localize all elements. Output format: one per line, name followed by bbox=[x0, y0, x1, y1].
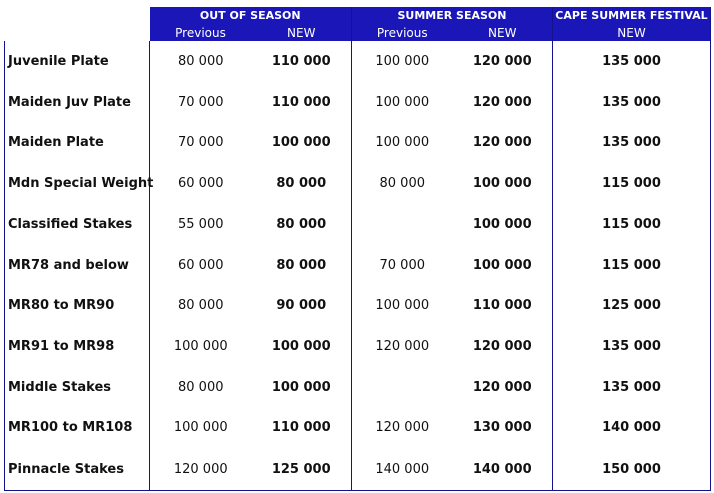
oos-previous-value: 70 000 bbox=[178, 94, 224, 110]
ss-new-value: 100 000 bbox=[453, 245, 553, 286]
csf-new-value: 150 000 bbox=[553, 448, 711, 490]
subheader-csf-new: NEW bbox=[553, 24, 711, 41]
csf-new-value: 135 000 bbox=[553, 367, 711, 408]
ss-previous-value bbox=[352, 204, 453, 245]
table-row bbox=[5, 122, 711, 163]
race-label: Middle Stakes bbox=[5, 367, 150, 408]
oos-new-value: 110 000 bbox=[252, 408, 352, 449]
corner-cell bbox=[5, 7, 150, 24]
table-row bbox=[5, 326, 711, 367]
csf-new-value: 125 000 bbox=[553, 285, 711, 326]
ss-new-value: 140 000 bbox=[453, 448, 553, 490]
race-label: Classified Stakes bbox=[5, 204, 150, 245]
csf-new-value: 135 000 bbox=[553, 41, 711, 82]
csf-new-value: 115 000 bbox=[553, 245, 711, 286]
oos-previous-value: 55 000 bbox=[178, 216, 224, 232]
ss-previous-value: 100 000 bbox=[375, 298, 430, 314]
ss-new-value: 110 000 bbox=[453, 285, 553, 326]
ss-previous-value: 100 000 bbox=[375, 135, 430, 151]
ss-new-value: 120 000 bbox=[453, 122, 553, 163]
ss-new-value: 120 000 bbox=[453, 326, 553, 367]
subheader-ss-previous: Previous bbox=[352, 24, 453, 41]
oos-previous-value: 80 000 bbox=[178, 379, 224, 395]
race-label: Juvenile Plate bbox=[5, 41, 150, 82]
oos-previous-value: 100 000 bbox=[173, 339, 228, 354]
race-label: MR91 to MR98 bbox=[5, 326, 150, 367]
csf-new-value: 135 000 bbox=[553, 122, 711, 163]
oos-previous-value: 60 000 bbox=[178, 257, 224, 273]
stakes-table bbox=[4, 7, 711, 491]
ss-previous-value: 120 000 bbox=[375, 420, 430, 436]
csf-new-value: 135 000 bbox=[553, 82, 711, 123]
race-label: Mdn Special Weight bbox=[5, 163, 150, 204]
group-header-cape-summer-festival: CAPE SUMMER FESTIVAL bbox=[553, 7, 711, 24]
ss-new-value: 120 000 bbox=[453, 367, 553, 408]
subheader-oos-previous: Previous bbox=[150, 24, 252, 41]
oos-new-value: 100 000 bbox=[252, 367, 352, 408]
csf-new-value: 115 000 bbox=[553, 163, 711, 204]
oos-previous-value: 70 000 bbox=[178, 135, 224, 151]
race-label: Pinnacle Stakes bbox=[5, 448, 150, 490]
ss-new-value: 100 000 bbox=[453, 204, 553, 245]
group-header-row bbox=[5, 7, 711, 24]
ss-new-value: 120 000 bbox=[453, 41, 553, 82]
oos-new-value: 110 000 bbox=[252, 41, 352, 82]
race-label: MR100 to MR108 bbox=[5, 408, 150, 449]
race-label: MR78 and below bbox=[5, 245, 150, 286]
group-header-out-of-season: OUT OF SEASON bbox=[150, 7, 352, 24]
oos-previous-value: 80 000 bbox=[178, 298, 224, 314]
oos-previous-value: 60 000 bbox=[178, 176, 224, 192]
sub-header-row bbox=[5, 24, 711, 41]
oos-new-value: 100 000 bbox=[252, 326, 352, 367]
ss-previous-value: 140 000 bbox=[352, 448, 453, 490]
oos-new-value: 80 000 bbox=[252, 204, 352, 245]
oos-new-value: 110 000 bbox=[252, 82, 352, 123]
group-header-summer-season: SUMMER SEASON bbox=[352, 7, 553, 24]
table-row bbox=[5, 448, 711, 490]
oos-new-value: 90 000 bbox=[252, 285, 352, 326]
ss-previous-value: 120 000 bbox=[375, 339, 430, 354]
corner-cell bbox=[5, 24, 150, 41]
oos-new-value: 125 000 bbox=[252, 448, 352, 490]
table-row bbox=[5, 367, 711, 408]
oos-new-value: 100 000 bbox=[252, 122, 352, 163]
table-row bbox=[5, 82, 711, 123]
ss-previous-value: 100 000 bbox=[375, 53, 430, 69]
table-row bbox=[5, 285, 711, 326]
ss-new-value: 130 000 bbox=[453, 408, 553, 449]
oos-new-value: 80 000 bbox=[252, 245, 352, 286]
oos-new-value: 80 000 bbox=[252, 163, 352, 204]
oos-previous-value: 120 000 bbox=[150, 448, 252, 490]
race-label: Maiden Plate bbox=[5, 122, 150, 163]
ss-previous-value: 70 000 bbox=[379, 257, 425, 273]
ss-previous-value bbox=[352, 367, 453, 408]
csf-new-value: 115 000 bbox=[553, 204, 711, 245]
oos-previous-value: 100 000 bbox=[173, 420, 228, 436]
csf-new-value: 135 000 bbox=[553, 326, 711, 367]
race-label: MR80 to MR90 bbox=[5, 285, 150, 326]
oos-previous-value: 80 000 bbox=[178, 53, 224, 69]
table-row bbox=[5, 245, 711, 286]
subheader-ss-new: NEW bbox=[453, 24, 553, 41]
ss-previous-value: 80 000 bbox=[379, 176, 425, 192]
table-row bbox=[5, 408, 711, 449]
table-row bbox=[5, 204, 711, 245]
ss-previous-value: 100 000 bbox=[375, 94, 430, 110]
ss-new-value: 120 000 bbox=[453, 82, 553, 123]
table-row bbox=[5, 163, 711, 204]
subheader-oos-new: NEW bbox=[252, 24, 352, 41]
csf-new-value: 140 000 bbox=[553, 408, 711, 449]
race-label: Maiden Juv Plate bbox=[5, 82, 150, 123]
ss-new-value: 100 000 bbox=[453, 163, 553, 204]
table-row bbox=[5, 41, 711, 82]
